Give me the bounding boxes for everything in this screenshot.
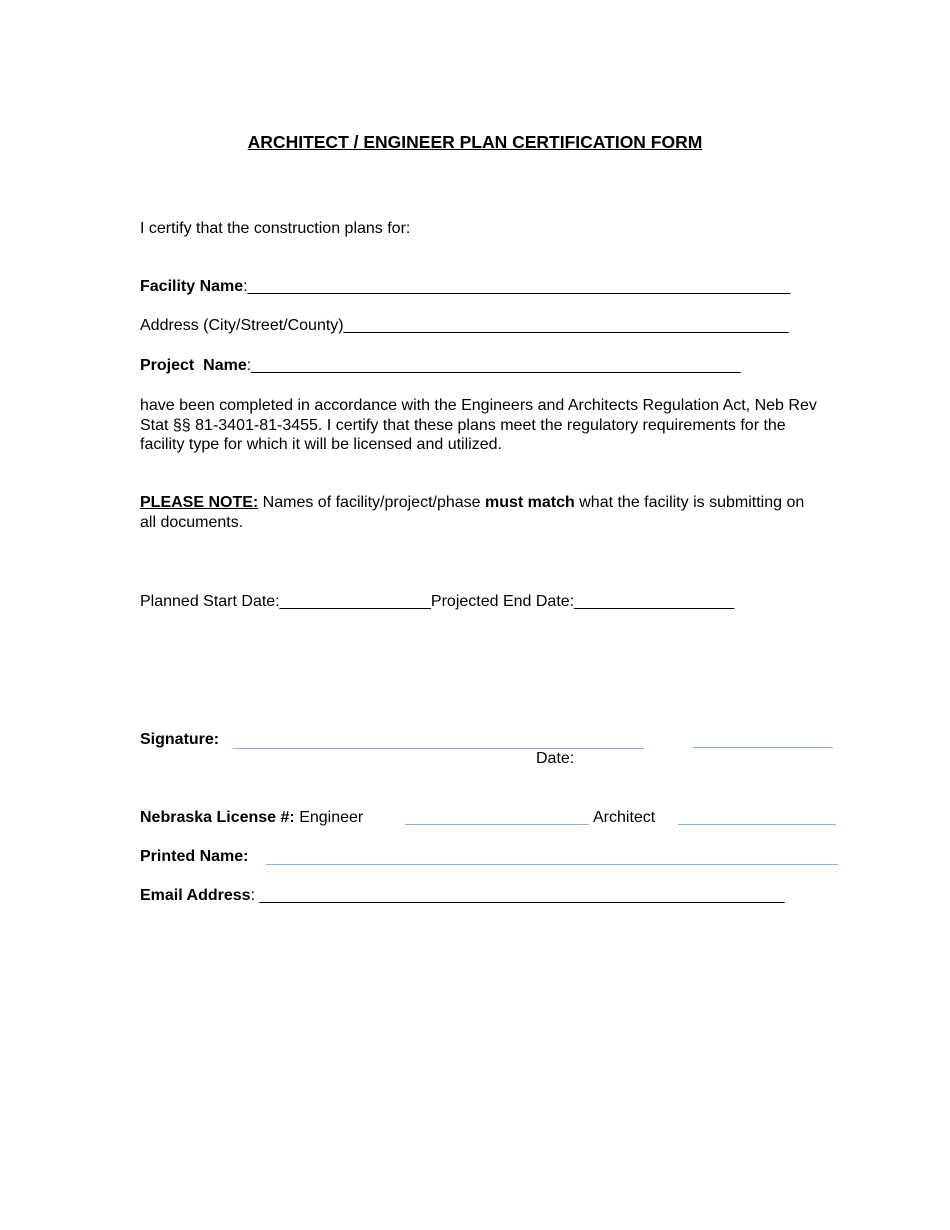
intro-text: I certify that the construction plans for: xyxy=(140,220,411,237)
license-label: Nebraska License #: xyxy=(140,809,295,826)
architect-label: Architect xyxy=(593,809,656,826)
signature-label: Signature: xyxy=(140,731,220,748)
please-note-text-after: what the facility is submitting on all documents. xyxy=(140,494,805,531)
page-title: ARCHITECT / ENGINEER PLAN CERTIFICATION FORM xyxy=(247,132,703,152)
address-label: Address (City/Street/County) xyxy=(140,317,344,334)
please-note-text-before: Names of facility/project/phase xyxy=(258,494,485,511)
facility-name-row xyxy=(140,277,790,297)
printed-name-field[interactable] xyxy=(266,864,838,865)
please-note-label: PLEASE NOTE: xyxy=(140,494,259,511)
signature-date-label: Date: xyxy=(536,750,575,767)
license-row xyxy=(140,808,363,828)
compliance-paragraph: have been completed in accordance with the Engineers and Architects Regulation Act, Neb Rev Stat §§ 81-3401-81-3455. I certify that these plans meet the regulatory requirements for the facility type for which it will be licensed and utilized. xyxy=(140,397,817,453)
projected-end-date-field[interactable]: __________________ xyxy=(574,593,735,610)
projected-end-date-label: Projected End Date: xyxy=(430,593,575,610)
engineer-license-field[interactable] xyxy=(405,824,589,825)
please-note xyxy=(140,493,820,532)
printed-name-label: Printed Name: xyxy=(140,848,249,865)
architect-license-field[interactable] xyxy=(678,824,836,825)
facility-name-field[interactable]: :_____________________________________________________________ xyxy=(243,278,791,295)
project-name-field[interactable]: :_______________________________________________________ xyxy=(246,357,741,374)
please-note-emphasis: must match xyxy=(485,494,575,511)
project-name-row xyxy=(140,356,741,376)
signature-date-field[interactable] xyxy=(693,747,833,748)
email-field[interactable]: : ___________________________________________________________ xyxy=(250,887,785,904)
planned-start-date-label: Planned Start Date: xyxy=(140,593,280,610)
dates-row xyxy=(140,592,734,612)
project-name-label: Project Name xyxy=(140,357,247,374)
planned-start-date-field[interactable]: _________________ xyxy=(279,593,431,610)
engineer-label: Engineer xyxy=(294,809,364,826)
facility-name-label: Facility Name xyxy=(140,278,244,295)
address-row xyxy=(140,316,789,336)
email-row xyxy=(140,886,784,906)
email-label: Email Address xyxy=(140,887,251,904)
address-field[interactable]: __________________________________________________ xyxy=(343,317,789,334)
signature-field[interactable] xyxy=(233,748,644,749)
